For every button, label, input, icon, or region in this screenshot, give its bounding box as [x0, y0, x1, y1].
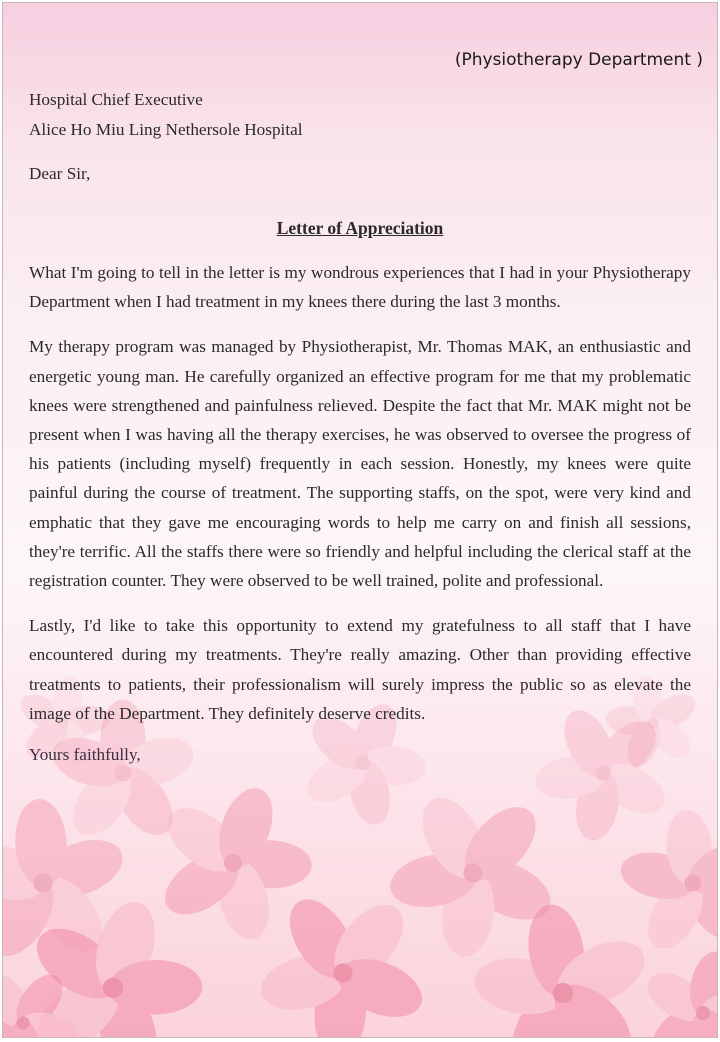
letter-title: Letter of Appreciation — [276, 218, 444, 238]
recipient-line-2: Alice Ho Miu Ling Nethersole Hospital — [29, 120, 303, 139]
salutation: Dear Sir, — [29, 164, 91, 183]
closing: Yours faithfully, — [29, 745, 141, 765]
department-label: (Physiotherapy Department ) — [454, 50, 703, 70]
letter-body — [29, 85, 691, 770]
recipient-line-1: Hospital Chief Executive — [29, 90, 203, 109]
paragraph-2: My therapy program was managed by Physiotherapist, Mr. Thomas MAK, an enthusiastic and energetic young man. He carefully organized an effective program for me that my problematic knees were strengthened and painfulness relieved. Despite the fact that Mr. MAK might not be present when I was having all the therapy exercises, he was observed to oversee the progress of his patients (including myself) frequently in each session. Honestly, my knees were quite painful during the course of treatment. The supporting staffs, on the spot, were very kind and emphatic that they gave me encouraging words to help me carry on and finish all sessions, they're terrific. All the staffs there were so friendly and helpful including the clerical staff at the registration counter. They were observed to be well trained, polite and professional. — [29, 337, 691, 591]
paragraph-1: What I'm going to tell in the letter is my wondrous experiences that I had in your Physiotherapy Department when I had treatment in my knees there during the last 3 months. — [29, 263, 691, 312]
paragraph-3: Lastly, I'd like to take this opportunity to extend my gratefulness to all staff that I have encountered during my treatments. They're really amazing. Other than providing effective treatments to patients, their professionalism will surely impress the public so as elevate the image of the Department. They definitely deserve credits. — [29, 616, 691, 723]
letter-page — [2, 2, 718, 1038]
